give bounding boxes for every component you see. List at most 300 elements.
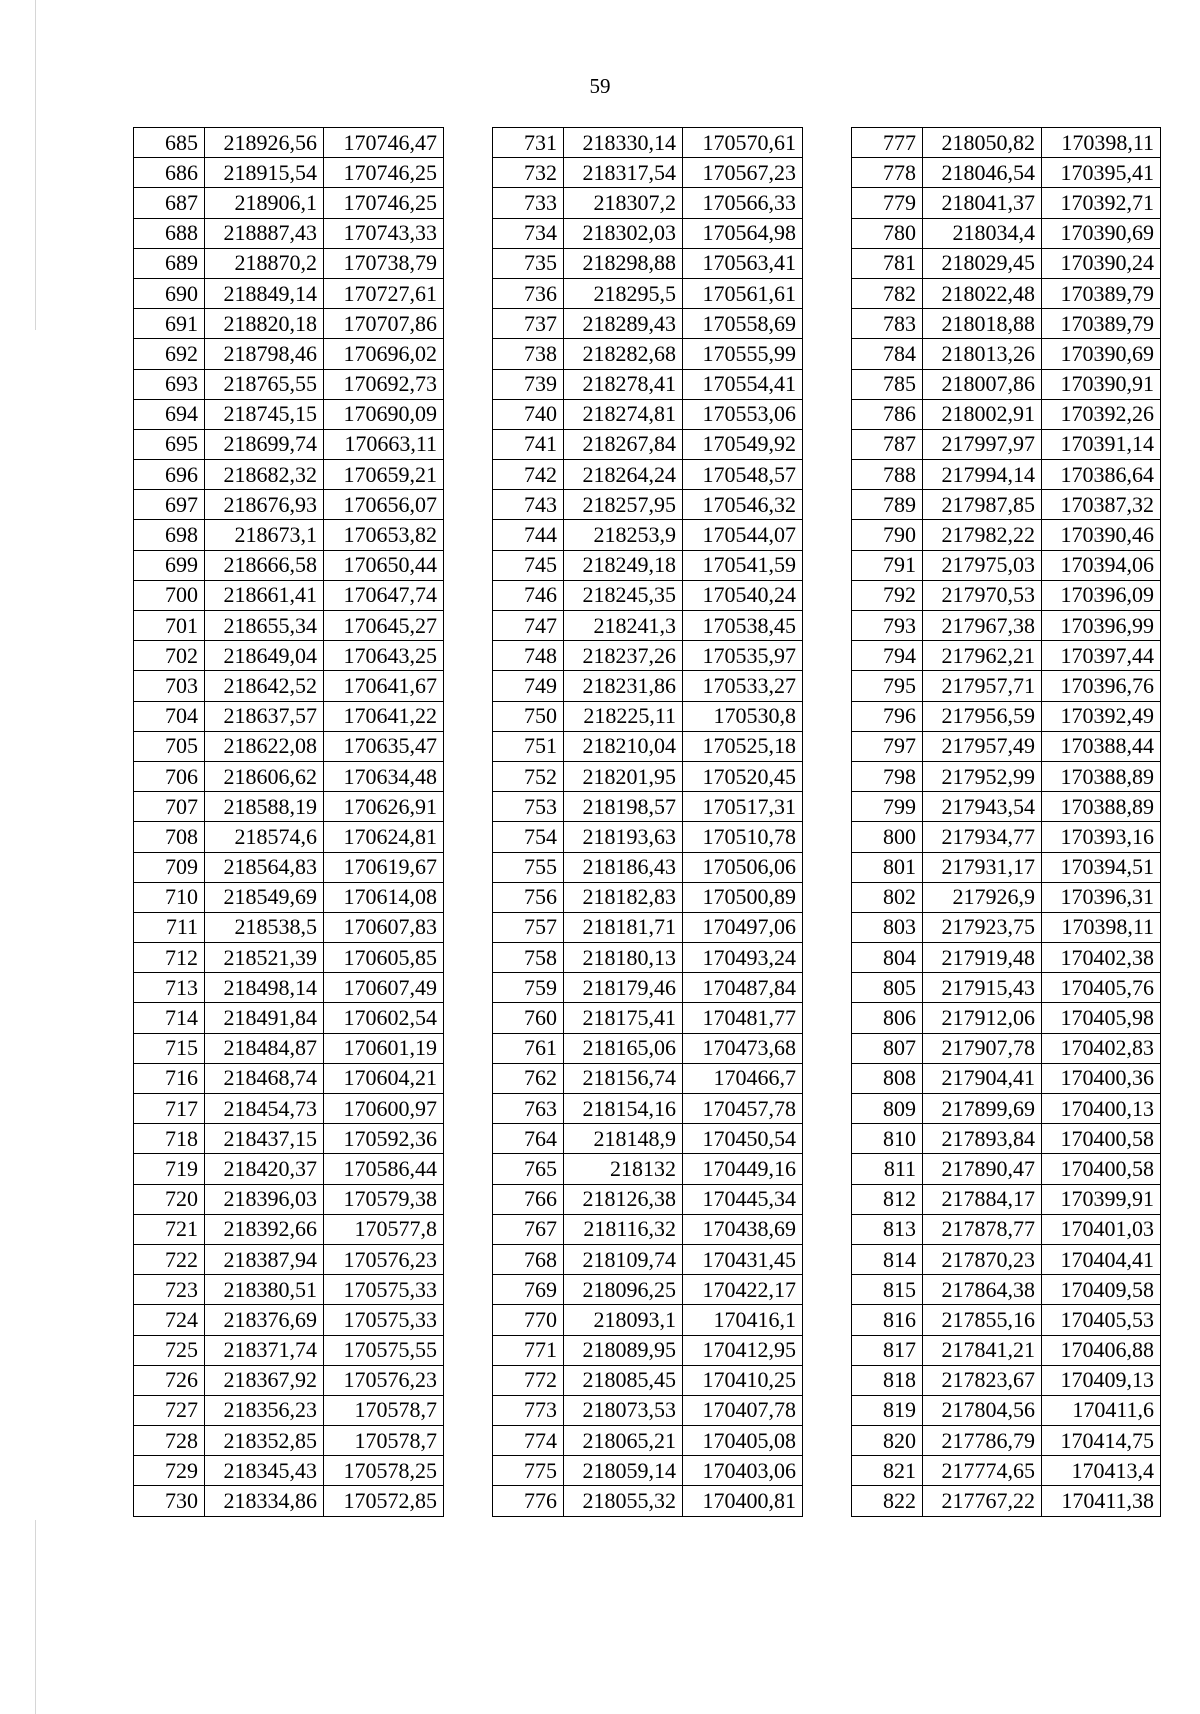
table-row (852, 1395, 1161, 1425)
point-number-cell: 762 (493, 1063, 564, 1093)
point-number-cell: 779 (852, 188, 923, 218)
table-row (852, 158, 1161, 188)
table-row (493, 248, 803, 278)
point-number-cell: 705 (134, 731, 205, 761)
x-coordinate-cell: 217967,38 (923, 611, 1042, 641)
table-row (493, 1395, 803, 1425)
x-coordinate-cell: 218468,74 (205, 1063, 324, 1093)
x-coordinate-cell: 218334,86 (205, 1486, 324, 1516)
point-number-cell: 714 (134, 1003, 205, 1033)
point-number-cell: 777 (852, 128, 923, 158)
x-coordinate-cell: 218745,15 (205, 399, 324, 429)
table-row (493, 369, 803, 399)
x-coordinate-cell: 218396,03 (205, 1184, 324, 1214)
x-coordinate-cell: 217899,69 (923, 1094, 1042, 1124)
x-coordinate-cell: 218180,13 (564, 943, 683, 973)
point-number-cell: 819 (852, 1395, 923, 1425)
table-row (493, 1184, 803, 1214)
table-row (134, 1094, 444, 1124)
x-coordinate-cell: 217934,77 (923, 822, 1042, 852)
point-number-cell: 752 (493, 761, 564, 791)
x-coordinate-cell: 217997,97 (923, 429, 1042, 459)
table-row (852, 1426, 1161, 1456)
point-number-cell: 755 (493, 852, 564, 882)
x-coordinate-cell: 218521,39 (205, 943, 324, 973)
y-coordinate-cell: 170567,23 (683, 158, 803, 188)
x-coordinate-cell: 218267,84 (564, 429, 683, 459)
y-coordinate-cell: 170398,11 (1042, 128, 1161, 158)
point-number-cell: 780 (852, 218, 923, 248)
table-row (852, 1184, 1161, 1214)
point-number-cell: 818 (852, 1365, 923, 1395)
point-number-cell: 749 (493, 671, 564, 701)
y-coordinate-cell: 170413,4 (1042, 1456, 1161, 1486)
y-coordinate-cell: 170411,6 (1042, 1395, 1161, 1425)
table-row (852, 611, 1161, 641)
y-coordinate-cell: 170390,91 (1042, 369, 1161, 399)
x-coordinate-cell: 217919,48 (923, 943, 1042, 973)
table-row (134, 1214, 444, 1244)
y-coordinate-cell: 170578,7 (324, 1395, 444, 1425)
table-row (134, 1365, 444, 1395)
table-row (493, 1486, 803, 1516)
point-number-cell: 813 (852, 1214, 923, 1244)
x-coordinate-cell: 217864,38 (923, 1275, 1042, 1305)
y-coordinate-cell: 170400,58 (1042, 1124, 1161, 1154)
point-number-cell: 687 (134, 188, 205, 218)
y-coordinate-cell: 170466,7 (683, 1063, 803, 1093)
table-row (852, 1305, 1161, 1335)
x-coordinate-cell: 218655,34 (205, 611, 324, 641)
point-number-cell: 737 (493, 309, 564, 339)
y-coordinate-cell: 170405,76 (1042, 973, 1161, 1003)
table-row (493, 1214, 803, 1244)
point-number-cell: 740 (493, 399, 564, 429)
table-row (852, 1365, 1161, 1395)
table-row (134, 1305, 444, 1335)
point-number-cell: 791 (852, 550, 923, 580)
y-coordinate-cell: 170605,85 (324, 943, 444, 973)
x-coordinate-cell: 218059,14 (564, 1456, 683, 1486)
table-row (134, 218, 444, 248)
y-coordinate-cell: 170422,17 (683, 1275, 803, 1305)
x-coordinate-cell: 218237,26 (564, 641, 683, 671)
x-coordinate-cell: 217956,59 (923, 701, 1042, 731)
y-coordinate-cell: 170407,78 (683, 1395, 803, 1425)
table-row (134, 792, 444, 822)
y-coordinate-cell: 170520,45 (683, 761, 803, 791)
table-row (134, 158, 444, 188)
y-coordinate-cell: 170607,49 (324, 973, 444, 1003)
table-row (852, 580, 1161, 610)
table-row (134, 248, 444, 278)
x-coordinate-cell: 217994,14 (923, 460, 1042, 490)
table-row (493, 1456, 803, 1486)
y-coordinate-cell: 170414,75 (1042, 1426, 1161, 1456)
y-coordinate-cell: 170566,33 (683, 188, 803, 218)
x-coordinate-cell: 218034,4 (923, 218, 1042, 248)
x-coordinate-cell: 218317,54 (564, 158, 683, 188)
point-number-cell: 736 (493, 278, 564, 308)
y-coordinate-cell: 170497,06 (683, 912, 803, 942)
point-number-cell: 745 (493, 550, 564, 580)
y-coordinate-cell: 170738,79 (324, 248, 444, 278)
table-row (493, 128, 803, 158)
point-number-cell: 817 (852, 1335, 923, 1365)
point-number-cell: 717 (134, 1094, 205, 1124)
x-coordinate-cell: 218179,46 (564, 973, 683, 1003)
table-row (852, 1094, 1161, 1124)
table-row (852, 701, 1161, 731)
y-coordinate-cell: 170746,47 (324, 128, 444, 158)
x-coordinate-cell: 218065,21 (564, 1426, 683, 1456)
point-number-cell: 757 (493, 912, 564, 942)
point-number-cell: 744 (493, 520, 564, 550)
x-coordinate-cell: 217841,21 (923, 1335, 1042, 1365)
x-coordinate-cell: 218018,88 (923, 309, 1042, 339)
x-coordinate-cell: 218606,62 (205, 761, 324, 791)
x-coordinate-cell: 218278,41 (564, 369, 683, 399)
point-number-cell: 805 (852, 973, 923, 1003)
point-number-cell: 761 (493, 1033, 564, 1063)
y-coordinate-cell: 170535,97 (683, 641, 803, 671)
y-coordinate-cell: 170394,51 (1042, 852, 1161, 882)
y-coordinate-cell: 170743,33 (324, 218, 444, 248)
table-row (134, 882, 444, 912)
table-row (852, 490, 1161, 520)
point-number-cell: 715 (134, 1033, 205, 1063)
point-number-cell: 766 (493, 1184, 564, 1214)
table-row (852, 128, 1161, 158)
table-row (493, 912, 803, 942)
x-coordinate-cell: 218661,41 (205, 580, 324, 610)
point-number-cell: 723 (134, 1275, 205, 1305)
point-number-cell: 688 (134, 218, 205, 248)
point-number-cell: 719 (134, 1154, 205, 1184)
x-coordinate-cell: 217952,99 (923, 761, 1042, 791)
table-row (852, 188, 1161, 218)
y-coordinate-cell: 170402,83 (1042, 1033, 1161, 1063)
point-number-cell: 767 (493, 1214, 564, 1244)
table-row (852, 550, 1161, 580)
point-number-cell: 760 (493, 1003, 564, 1033)
point-number-cell: 822 (852, 1486, 923, 1516)
table-row (493, 852, 803, 882)
table-row (134, 1003, 444, 1033)
point-number-cell: 685 (134, 128, 205, 158)
point-number-cell: 731 (493, 128, 564, 158)
point-number-cell: 758 (493, 943, 564, 973)
x-coordinate-cell: 218231,86 (564, 671, 683, 701)
x-coordinate-cell: 217823,67 (923, 1365, 1042, 1395)
x-coordinate-cell: 218096,25 (564, 1275, 683, 1305)
point-number-cell: 789 (852, 490, 923, 520)
scan-margin-line (35, 0, 36, 330)
y-coordinate-cell: 170577,8 (324, 1214, 444, 1244)
x-coordinate-cell: 217804,56 (923, 1395, 1042, 1425)
point-number-cell: 814 (852, 1244, 923, 1274)
table-row (493, 278, 803, 308)
x-coordinate-cell: 218367,92 (205, 1365, 324, 1395)
table-row (493, 611, 803, 641)
x-coordinate-cell: 218622,08 (205, 731, 324, 761)
y-coordinate-cell: 170641,67 (324, 671, 444, 701)
y-coordinate-cell: 170563,41 (683, 248, 803, 278)
x-coordinate-cell: 218538,5 (205, 912, 324, 942)
table-row (493, 1063, 803, 1093)
y-coordinate-cell: 170510,78 (683, 822, 803, 852)
x-coordinate-cell: 218682,32 (205, 460, 324, 490)
x-coordinate-cell: 218302,03 (564, 218, 683, 248)
y-coordinate-cell: 170553,06 (683, 399, 803, 429)
table-row (134, 309, 444, 339)
table-row (134, 1124, 444, 1154)
table-row (493, 943, 803, 973)
table-row (852, 218, 1161, 248)
point-number-cell: 695 (134, 429, 205, 459)
point-number-cell: 742 (493, 460, 564, 490)
x-coordinate-cell: 218307,2 (564, 188, 683, 218)
x-coordinate-cell: 217987,85 (923, 490, 1042, 520)
point-number-cell: 787 (852, 429, 923, 459)
y-coordinate-cell: 170614,08 (324, 882, 444, 912)
x-coordinate-cell: 218666,58 (205, 550, 324, 580)
point-number-cell: 689 (134, 248, 205, 278)
y-coordinate-cell: 170570,61 (683, 128, 803, 158)
point-number-cell: 697 (134, 490, 205, 520)
point-number-cell: 743 (493, 490, 564, 520)
x-coordinate-cell: 218093,1 (564, 1305, 683, 1335)
x-coordinate-cell: 218201,95 (564, 761, 683, 791)
table-row (852, 1275, 1161, 1305)
y-coordinate-cell: 170396,76 (1042, 671, 1161, 701)
point-number-cell: 769 (493, 1275, 564, 1305)
point-number-cell: 720 (134, 1184, 205, 1214)
point-number-cell: 773 (493, 1395, 564, 1425)
x-coordinate-cell: 218849,14 (205, 278, 324, 308)
point-number-cell: 772 (493, 1365, 564, 1395)
y-coordinate-cell: 170500,89 (683, 882, 803, 912)
point-number-cell: 748 (493, 641, 564, 671)
x-coordinate-cell: 217915,43 (923, 973, 1042, 1003)
point-number-cell: 811 (852, 1154, 923, 1184)
x-coordinate-cell: 218050,82 (923, 128, 1042, 158)
table-row (493, 188, 803, 218)
point-number-cell: 696 (134, 460, 205, 490)
x-coordinate-cell: 218673,1 (205, 520, 324, 550)
x-coordinate-cell: 217957,71 (923, 671, 1042, 701)
point-number-cell: 793 (852, 611, 923, 641)
y-coordinate-cell: 170663,11 (324, 429, 444, 459)
y-coordinate-cell: 170400,36 (1042, 1063, 1161, 1093)
table-row (852, 912, 1161, 942)
point-number-cell: 820 (852, 1426, 923, 1456)
point-number-cell: 716 (134, 1063, 205, 1093)
point-number-cell: 812 (852, 1184, 923, 1214)
table-row (493, 460, 803, 490)
x-coordinate-cell: 218241,3 (564, 611, 683, 641)
x-coordinate-cell: 218085,45 (564, 1365, 683, 1395)
table-row (852, 1033, 1161, 1063)
x-coordinate-cell: 218249,18 (564, 550, 683, 580)
y-coordinate-cell: 170405,98 (1042, 1003, 1161, 1033)
x-coordinate-cell: 218454,73 (205, 1094, 324, 1124)
y-coordinate-cell: 170431,45 (683, 1244, 803, 1274)
x-coordinate-cell: 218225,11 (564, 701, 683, 731)
table-row (493, 218, 803, 248)
point-number-cell: 734 (493, 218, 564, 248)
coordinates-table-2 (492, 127, 803, 1517)
y-coordinate-cell: 170548,57 (683, 460, 803, 490)
point-number-cell: 783 (852, 309, 923, 339)
x-coordinate-cell: 218154,16 (564, 1094, 683, 1124)
table-row (852, 1486, 1161, 1516)
table-row (493, 158, 803, 188)
x-coordinate-cell: 218165,06 (564, 1033, 683, 1063)
x-coordinate-cell: 218210,04 (564, 731, 683, 761)
y-coordinate-cell: 170626,91 (324, 792, 444, 822)
table-row (493, 822, 803, 852)
x-coordinate-cell: 218371,74 (205, 1335, 324, 1365)
point-number-cell: 796 (852, 701, 923, 731)
y-coordinate-cell: 170554,41 (683, 369, 803, 399)
x-coordinate-cell: 218906,1 (205, 188, 324, 218)
y-coordinate-cell: 170656,07 (324, 490, 444, 520)
x-coordinate-cell: 217962,21 (923, 641, 1042, 671)
point-number-cell: 712 (134, 943, 205, 973)
y-coordinate-cell: 170481,77 (683, 1003, 803, 1033)
table-row (134, 580, 444, 610)
point-number-cell: 804 (852, 943, 923, 973)
x-coordinate-cell: 217907,78 (923, 1033, 1042, 1063)
point-number-cell: 797 (852, 731, 923, 761)
y-coordinate-cell: 170659,21 (324, 460, 444, 490)
point-number-cell: 727 (134, 1395, 205, 1425)
point-number-cell: 753 (493, 792, 564, 822)
y-coordinate-cell: 170391,14 (1042, 429, 1161, 459)
point-number-cell: 782 (852, 278, 923, 308)
table-row (852, 943, 1161, 973)
point-number-cell: 713 (134, 973, 205, 1003)
y-coordinate-cell: 170390,24 (1042, 248, 1161, 278)
x-coordinate-cell: 218298,88 (564, 248, 683, 278)
x-coordinate-cell: 218029,45 (923, 248, 1042, 278)
x-coordinate-cell: 218352,85 (205, 1426, 324, 1456)
table-row (134, 1456, 444, 1486)
point-number-cell: 694 (134, 399, 205, 429)
x-coordinate-cell: 218376,69 (205, 1305, 324, 1335)
point-number-cell: 725 (134, 1335, 205, 1365)
y-coordinate-cell: 170578,25 (324, 1456, 444, 1486)
x-coordinate-cell: 218041,37 (923, 188, 1042, 218)
point-number-cell: 732 (493, 158, 564, 188)
y-coordinate-cell: 170392,26 (1042, 399, 1161, 429)
y-coordinate-cell: 170399,91 (1042, 1184, 1161, 1214)
point-number-cell: 763 (493, 1094, 564, 1124)
y-coordinate-cell: 170624,81 (324, 822, 444, 852)
y-coordinate-cell: 170388,44 (1042, 731, 1161, 761)
table-row (493, 1094, 803, 1124)
x-coordinate-cell: 218649,04 (205, 641, 324, 671)
point-number-cell: 768 (493, 1244, 564, 1274)
table-row (493, 1154, 803, 1184)
coordinates-table-1 (133, 127, 444, 1517)
point-number-cell: 747 (493, 611, 564, 641)
point-number-cell: 726 (134, 1365, 205, 1395)
point-number-cell: 704 (134, 701, 205, 731)
x-coordinate-cell: 218282,68 (564, 339, 683, 369)
y-coordinate-cell: 170405,53 (1042, 1305, 1161, 1335)
point-number-cell: 706 (134, 761, 205, 791)
y-coordinate-cell: 170389,79 (1042, 309, 1161, 339)
table-row (493, 490, 803, 520)
x-coordinate-cell: 218289,43 (564, 309, 683, 339)
x-coordinate-cell: 217957,49 (923, 731, 1042, 761)
y-coordinate-cell: 170517,31 (683, 792, 803, 822)
x-coordinate-cell: 218484,87 (205, 1033, 324, 1063)
point-number-cell: 711 (134, 912, 205, 942)
point-number-cell: 699 (134, 550, 205, 580)
y-coordinate-cell: 170389,79 (1042, 278, 1161, 308)
y-coordinate-cell: 170406,88 (1042, 1335, 1161, 1365)
x-coordinate-cell: 218765,55 (205, 369, 324, 399)
point-number-cell: 724 (134, 1305, 205, 1335)
y-coordinate-cell: 170493,24 (683, 943, 803, 973)
table-row (134, 671, 444, 701)
point-number-cell: 764 (493, 1124, 564, 1154)
table-row (134, 1244, 444, 1274)
y-coordinate-cell: 170541,59 (683, 550, 803, 580)
point-number-cell: 746 (493, 580, 564, 610)
point-number-cell: 756 (493, 882, 564, 912)
y-coordinate-cell: 170696,02 (324, 339, 444, 369)
y-coordinate-cell: 170390,69 (1042, 218, 1161, 248)
y-coordinate-cell: 170396,09 (1042, 580, 1161, 610)
table-row (852, 852, 1161, 882)
x-coordinate-cell: 218549,69 (205, 882, 324, 912)
y-coordinate-cell: 170650,44 (324, 550, 444, 580)
y-coordinate-cell: 170387,32 (1042, 490, 1161, 520)
x-coordinate-cell: 218126,38 (564, 1184, 683, 1214)
table-row (134, 731, 444, 761)
x-coordinate-cell: 218387,94 (205, 1244, 324, 1274)
x-coordinate-cell: 217870,23 (923, 1244, 1042, 1274)
table-row (134, 1275, 444, 1305)
table-row (852, 309, 1161, 339)
point-number-cell: 815 (852, 1275, 923, 1305)
table-row (852, 973, 1161, 1003)
table-row (493, 429, 803, 459)
table-row (493, 520, 803, 550)
point-number-cell: 810 (852, 1124, 923, 1154)
point-number-cell: 792 (852, 580, 923, 610)
point-number-cell: 700 (134, 580, 205, 610)
x-coordinate-cell: 218264,24 (564, 460, 683, 490)
point-number-cell: 771 (493, 1335, 564, 1365)
point-number-cell: 739 (493, 369, 564, 399)
table-row (134, 128, 444, 158)
point-number-cell: 803 (852, 912, 923, 942)
y-coordinate-cell: 170647,74 (324, 580, 444, 610)
table-row (134, 188, 444, 218)
y-coordinate-cell: 170602,54 (324, 1003, 444, 1033)
table-row (134, 339, 444, 369)
x-coordinate-cell: 218699,74 (205, 429, 324, 459)
x-coordinate-cell: 217774,65 (923, 1456, 1042, 1486)
table-row (493, 309, 803, 339)
point-number-cell: 786 (852, 399, 923, 429)
y-coordinate-cell: 170575,33 (324, 1275, 444, 1305)
